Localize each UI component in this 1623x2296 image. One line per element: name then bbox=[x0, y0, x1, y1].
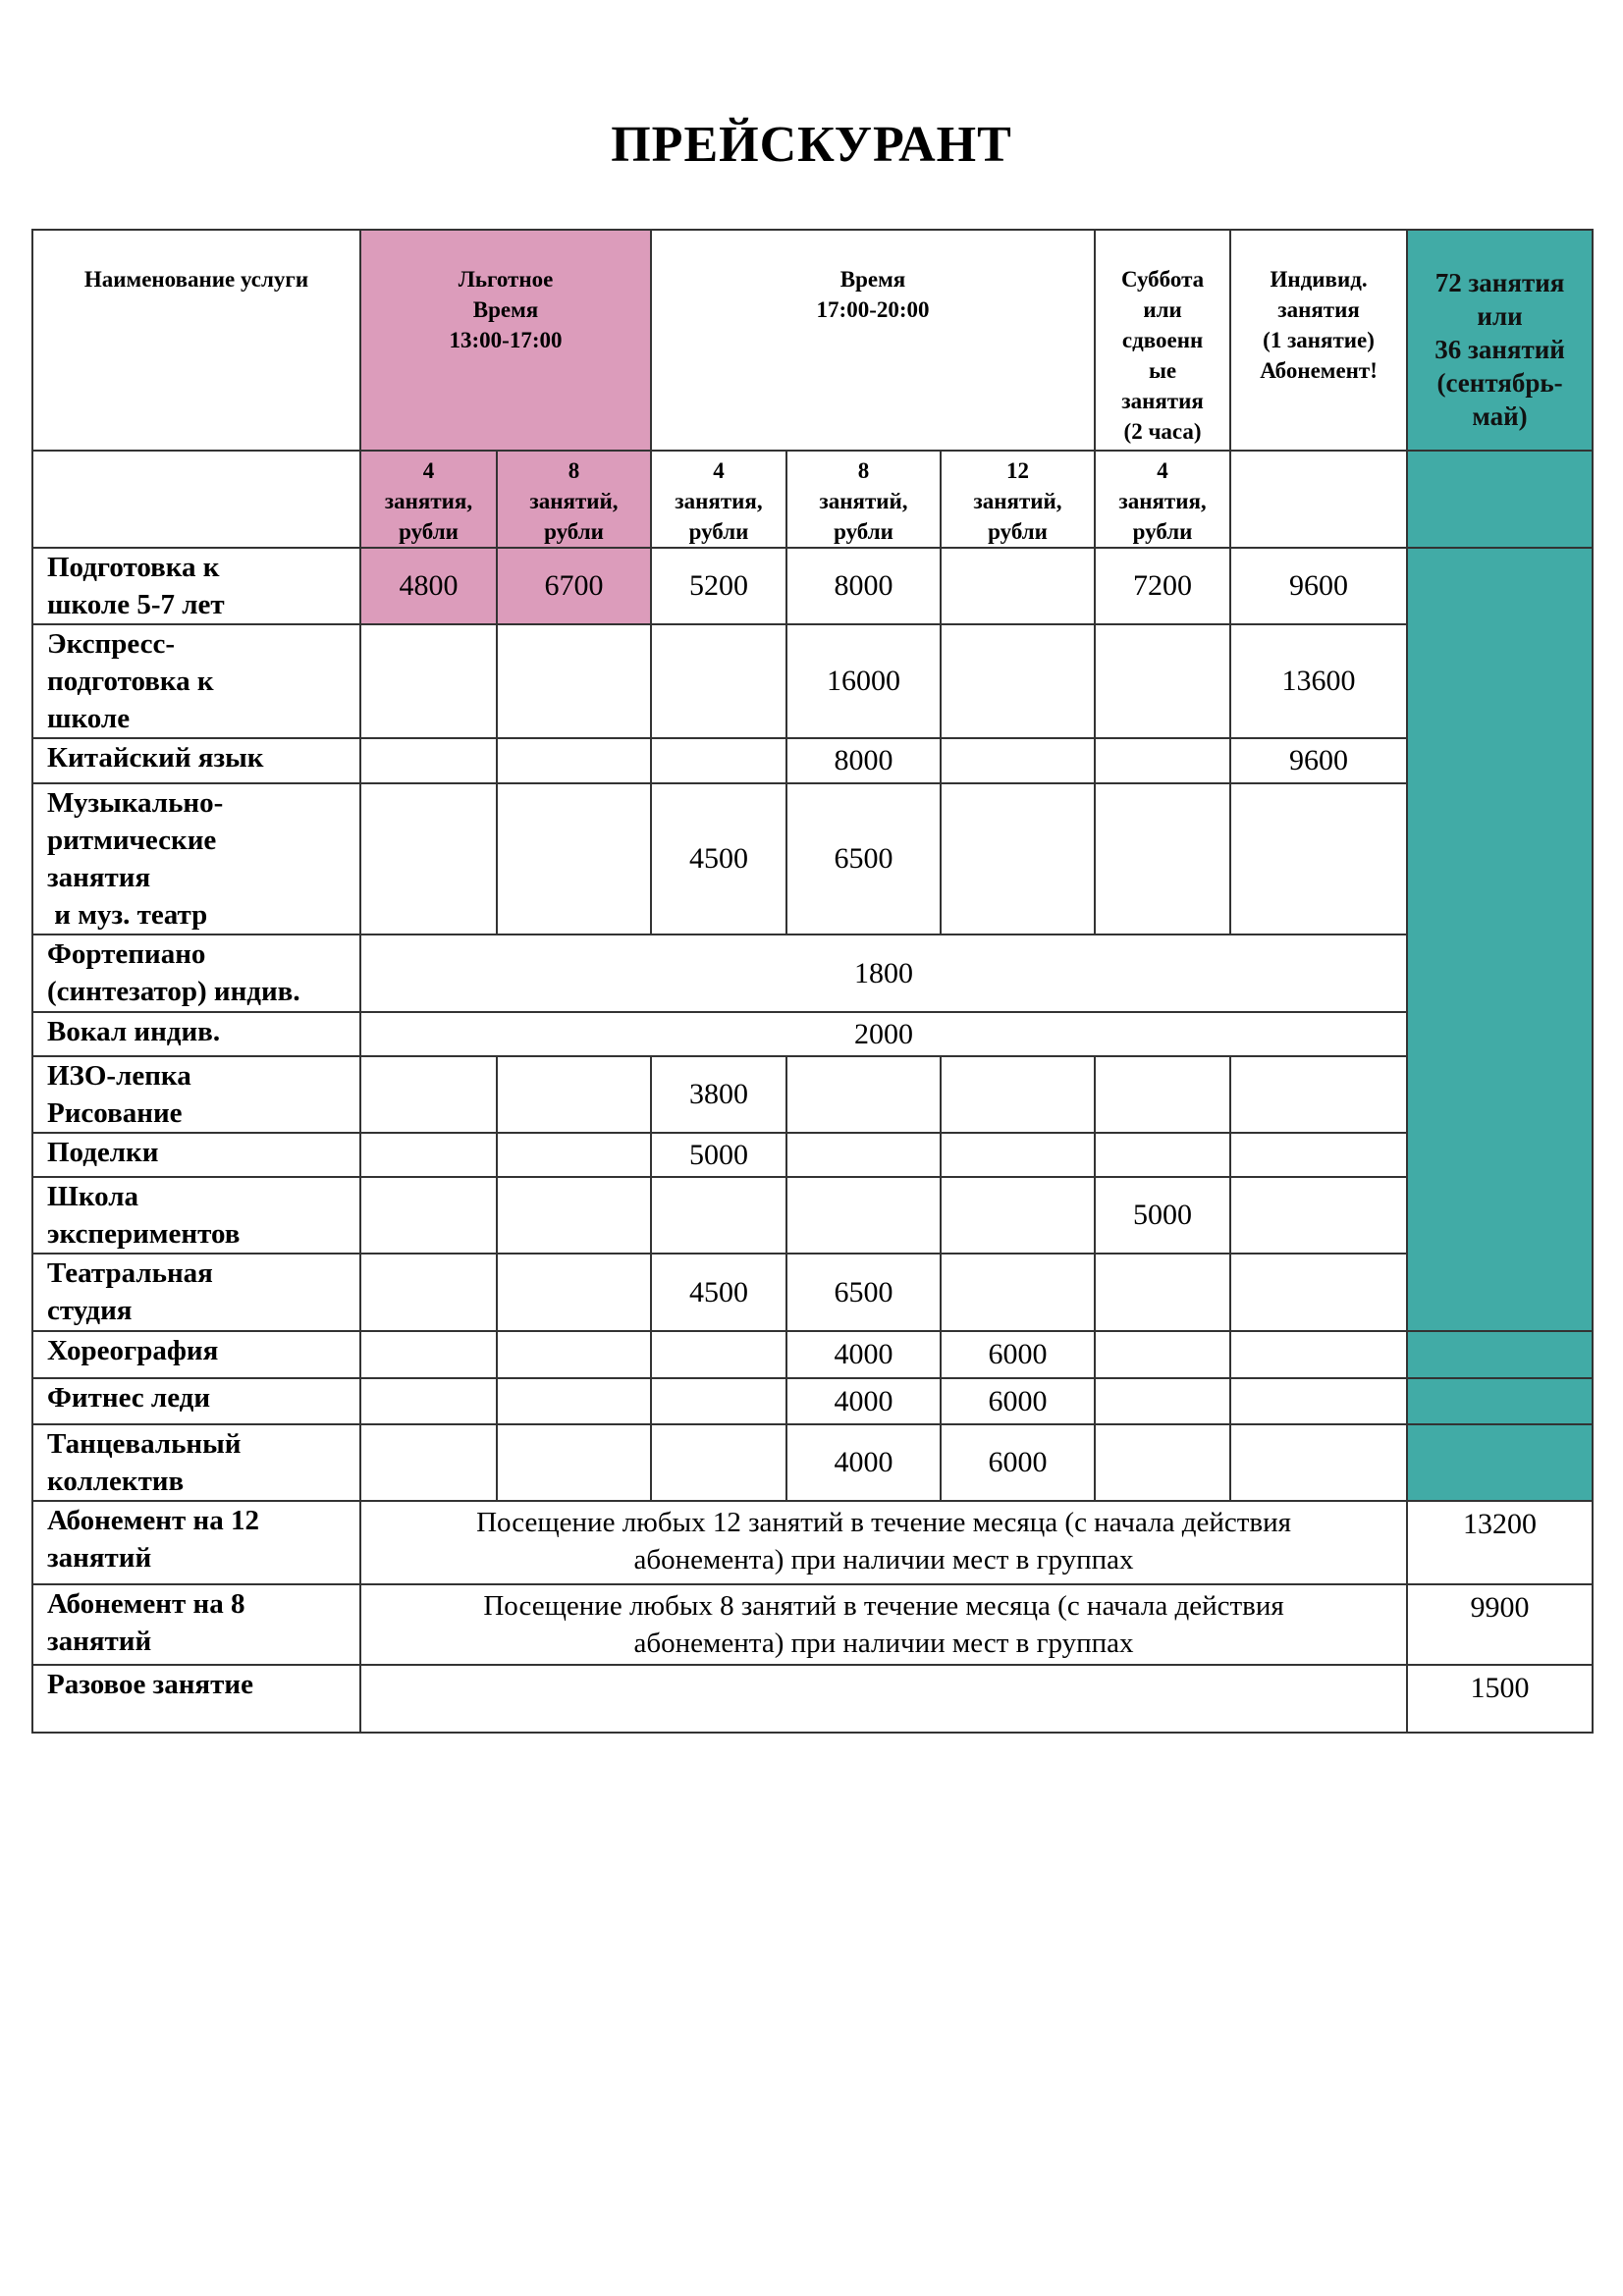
service-name-text: школе bbox=[47, 703, 131, 734]
service-name bbox=[32, 624, 360, 738]
subscription-name-text: Разовое занятие bbox=[47, 1669, 253, 1700]
service-name bbox=[32, 548, 360, 624]
season-column bbox=[1407, 1378, 1593, 1424]
price-cell bbox=[1230, 1378, 1407, 1424]
price-table bbox=[31, 229, 1594, 1734]
header-season-text: или bbox=[1477, 301, 1523, 331]
price-cell bbox=[651, 1331, 786, 1378]
subscription-name-text: Абонемент на 12 bbox=[47, 1505, 259, 1536]
subscription-price-text: 9900 bbox=[1470, 1591, 1530, 1624]
subscription-row bbox=[32, 1665, 1593, 1733]
subheader-1-text: занятий, bbox=[529, 489, 619, 513]
price-cell bbox=[1230, 624, 1407, 738]
service-name-text: Рисование bbox=[47, 1097, 183, 1129]
service-name-text: Подготовка к bbox=[47, 552, 220, 583]
price-cell-text: 5000 bbox=[1133, 1199, 1193, 1231]
price-cell bbox=[497, 1424, 651, 1501]
price-cell bbox=[497, 1133, 651, 1177]
header-saturday-text: или bbox=[1143, 297, 1182, 322]
price-cell bbox=[786, 1424, 941, 1501]
service-name-text: подготовка к bbox=[47, 666, 214, 697]
season-column bbox=[1407, 1331, 1593, 1378]
table-row bbox=[32, 624, 1593, 738]
service-name bbox=[32, 1177, 360, 1254]
header-discount-time bbox=[360, 230, 651, 451]
price-cell bbox=[1230, 1177, 1407, 1254]
price-cell bbox=[1230, 738, 1407, 783]
price-cell bbox=[360, 1254, 497, 1331]
price-cell-text: 13600 bbox=[1281, 665, 1356, 697]
price-cell bbox=[651, 1254, 786, 1331]
subheader-0-text: 4 bbox=[422, 458, 435, 483]
price-cell bbox=[360, 1177, 497, 1254]
service-name-text: Фортепиано bbox=[47, 938, 206, 970]
header-saturday-text: ые bbox=[1148, 358, 1177, 383]
subheader-3-text: рубли bbox=[834, 519, 893, 544]
subscription-price bbox=[1407, 1584, 1593, 1665]
price-cell-text: 6500 bbox=[834, 842, 893, 875]
price-cell bbox=[786, 548, 941, 624]
header-evening-time-text: Время bbox=[839, 267, 906, 292]
price-cell-text: 9600 bbox=[1289, 569, 1349, 602]
price-cell bbox=[497, 1331, 651, 1378]
service-name-text: занятия bbox=[47, 862, 151, 893]
service-name bbox=[32, 1254, 360, 1331]
service-name-text: ИЗО-лепка bbox=[47, 1060, 191, 1092]
price-cell bbox=[360, 1331, 497, 1378]
header-saturday-text: занятия bbox=[1121, 389, 1204, 413]
merged-price bbox=[360, 1012, 1407, 1056]
subscription-description bbox=[360, 1584, 1407, 1665]
price-cell-text: 9600 bbox=[1289, 744, 1349, 776]
price-cell bbox=[497, 548, 651, 624]
header-service-name bbox=[32, 230, 360, 451]
price-cell bbox=[497, 1056, 651, 1133]
price-cell bbox=[1095, 1133, 1230, 1177]
header-saturday bbox=[1095, 230, 1230, 451]
subheader-2-text: 4 bbox=[713, 458, 725, 483]
service-name bbox=[32, 738, 360, 783]
subheader-4-text: занятий, bbox=[973, 489, 1062, 513]
price-cell bbox=[1095, 1424, 1230, 1501]
price-cell bbox=[651, 1424, 786, 1501]
subheader-empty bbox=[32, 451, 360, 548]
subheader-3-text: занятий, bbox=[819, 489, 908, 513]
price-cell-text: 5000 bbox=[689, 1138, 749, 1171]
price-cell bbox=[941, 783, 1095, 934]
service-name bbox=[32, 1133, 360, 1177]
price-cell bbox=[1230, 1133, 1407, 1177]
price-cell-text: 4500 bbox=[689, 842, 749, 875]
subheader-row bbox=[32, 451, 1593, 548]
price-cell bbox=[497, 1254, 651, 1331]
service-name bbox=[32, 1056, 360, 1133]
subscription-row bbox=[32, 1501, 1593, 1584]
header-evening-time-text: 17:00-20:00 bbox=[816, 297, 930, 322]
price-cell bbox=[1095, 1378, 1230, 1424]
subheader-5 bbox=[1095, 451, 1230, 548]
price-cell bbox=[941, 1378, 1095, 1424]
price-cell bbox=[497, 624, 651, 738]
subscription-description bbox=[360, 1501, 1407, 1584]
service-name-text: Китайский язык bbox=[47, 742, 264, 774]
subheader-2-text: рубли bbox=[688, 519, 749, 544]
table-row bbox=[32, 1177, 1593, 1254]
header-individual-text: занятия bbox=[1277, 297, 1360, 322]
price-cell bbox=[1095, 1254, 1230, 1331]
price-cell-text: 6000 bbox=[988, 1338, 1048, 1370]
header-individual-text: Абонемент! bbox=[1260, 358, 1378, 383]
table-row bbox=[32, 934, 1593, 1012]
merged-price-text: 1800 bbox=[854, 956, 914, 989]
price-cell bbox=[786, 624, 941, 738]
subscription-name-text: занятий bbox=[47, 1626, 152, 1657]
table-row bbox=[32, 783, 1593, 934]
price-cell bbox=[786, 1133, 941, 1177]
service-name bbox=[32, 783, 360, 934]
price-cell-text: 4500 bbox=[689, 1275, 749, 1308]
service-name-text: и муз. театр bbox=[47, 899, 208, 931]
service-name-text: Хореография bbox=[47, 1335, 219, 1366]
service-name-text: Школа bbox=[47, 1181, 139, 1212]
subscription-name bbox=[32, 1584, 360, 1665]
table-row bbox=[32, 1331, 1593, 1378]
price-cell bbox=[360, 738, 497, 783]
table-row bbox=[32, 1254, 1593, 1331]
price-cell bbox=[786, 1056, 941, 1133]
price-cell-text: 8000 bbox=[834, 569, 893, 602]
season-column bbox=[1407, 548, 1593, 1331]
header-season-text: 72 занятия bbox=[1434, 268, 1565, 297]
subscription-description-text: абонемента) при наличии мест в группах bbox=[633, 1544, 1134, 1575]
price-cell-text: 3800 bbox=[689, 1078, 749, 1110]
table-row bbox=[32, 1424, 1593, 1501]
subheader-season bbox=[1407, 451, 1593, 548]
price-cell bbox=[497, 1378, 651, 1424]
price-cell bbox=[941, 1177, 1095, 1254]
price-cell bbox=[651, 624, 786, 738]
price-cell bbox=[360, 624, 497, 738]
price-cell bbox=[941, 624, 1095, 738]
subheader-1-text: 8 bbox=[568, 458, 580, 483]
header-service-name-text: Наименование услуги bbox=[83, 267, 309, 292]
header-saturday-text: сдвоенн bbox=[1121, 328, 1204, 352]
price-cell bbox=[651, 548, 786, 624]
table-row bbox=[32, 548, 1593, 624]
service-name bbox=[32, 1424, 360, 1501]
table-row bbox=[32, 1378, 1593, 1424]
subheader-4 bbox=[941, 451, 1095, 548]
price-cell bbox=[941, 738, 1095, 783]
price-cell bbox=[1095, 1056, 1230, 1133]
price-cell-text: 8000 bbox=[834, 744, 893, 776]
price-cell bbox=[1230, 548, 1407, 624]
header-discount-time-text: 13:00-17:00 bbox=[449, 328, 563, 352]
subheader-5-text: занятия, bbox=[1118, 489, 1207, 513]
subscription-name-text: Абонемент на 8 bbox=[47, 1588, 245, 1620]
subheader-2-text: занятия, bbox=[675, 489, 763, 513]
service-name bbox=[32, 1378, 360, 1424]
header-season-text: (сентябрь- bbox=[1436, 368, 1563, 398]
header-saturday-text: (2 часа) bbox=[1123, 419, 1202, 444]
header-season-text: 36 занятий bbox=[1434, 335, 1565, 364]
price-cell bbox=[1095, 783, 1230, 934]
merged-price bbox=[360, 934, 1407, 1012]
header-discount-time-text: Время bbox=[472, 297, 539, 322]
subheader-1-text: рубли bbox=[544, 519, 604, 544]
subscription-description bbox=[360, 1665, 1407, 1733]
service-name-text: Вокал индив. bbox=[47, 1016, 221, 1047]
price-cell bbox=[1230, 1424, 1407, 1501]
price-cell bbox=[1230, 783, 1407, 934]
subheader-0 bbox=[360, 451, 497, 548]
price-cell-text: 4800 bbox=[399, 569, 459, 602]
price-cell bbox=[1230, 1331, 1407, 1378]
price-cell bbox=[941, 1133, 1095, 1177]
subscription-name bbox=[32, 1501, 360, 1584]
price-cell bbox=[497, 738, 651, 783]
price-cell-text: 4000 bbox=[834, 1338, 893, 1370]
subscription-price-text: 13200 bbox=[1463, 1508, 1538, 1540]
service-name bbox=[32, 1331, 360, 1378]
service-name-text: экспериментов bbox=[47, 1218, 241, 1250]
table-row bbox=[32, 1056, 1593, 1133]
header-saturday-text: Суббота bbox=[1120, 267, 1205, 292]
subheader-4-text: 12 bbox=[1006, 458, 1030, 483]
price-cell bbox=[1230, 1056, 1407, 1133]
price-cell bbox=[360, 1424, 497, 1501]
price-cell-text: 4000 bbox=[834, 1446, 893, 1478]
header-individual-text: Индивид. bbox=[1270, 267, 1368, 292]
subscription-row bbox=[32, 1584, 1593, 1665]
price-cell-text: 16000 bbox=[827, 665, 901, 697]
price-cell-text: 5200 bbox=[689, 569, 749, 602]
price-cell bbox=[497, 1177, 651, 1254]
subheader-4-text: рубли bbox=[988, 519, 1048, 544]
price-cell bbox=[360, 1378, 497, 1424]
price-cell-text: 6000 bbox=[988, 1384, 1048, 1417]
subheader-2 bbox=[651, 451, 786, 548]
price-cell bbox=[1095, 1177, 1230, 1254]
price-cell-text: 6500 bbox=[834, 1275, 893, 1308]
price-cell bbox=[786, 738, 941, 783]
price-cell-text: 6700 bbox=[544, 569, 604, 602]
service-name-text: школе 5-7 лет bbox=[47, 589, 225, 620]
price-cell bbox=[941, 1424, 1095, 1501]
price-cell bbox=[786, 1331, 941, 1378]
header-season bbox=[1407, 230, 1593, 451]
subscription-name-text: занятий bbox=[47, 1542, 152, 1574]
subheader-0-text: занятия, bbox=[384, 489, 473, 513]
subheader-3 bbox=[786, 451, 941, 548]
price-cell bbox=[651, 1056, 786, 1133]
table-row bbox=[32, 1012, 1593, 1056]
page-title: ПРЕЙСКУРАНТ bbox=[611, 117, 1012, 173]
price-cell bbox=[1095, 1331, 1230, 1378]
header-evening-time bbox=[651, 230, 1095, 451]
subscription-description-text: Посещение любых 12 занятий в течение месяца (с начала действия bbox=[476, 1507, 1291, 1538]
subheader-individual-empty bbox=[1230, 451, 1407, 548]
price-cell bbox=[786, 783, 941, 934]
price-cell bbox=[651, 1378, 786, 1424]
header-season-text: май) bbox=[1472, 401, 1528, 431]
subscription-price bbox=[1407, 1665, 1593, 1733]
subheader-5-text: 4 bbox=[1157, 458, 1168, 483]
service-name-text: Театральная bbox=[47, 1257, 213, 1289]
service-name-text: Танцевальный bbox=[47, 1428, 242, 1460]
price-cell-text: 4000 bbox=[834, 1384, 893, 1417]
price-cell bbox=[941, 1331, 1095, 1378]
price-cell bbox=[497, 783, 651, 934]
service-name-text: (синтезатор) индив. bbox=[47, 976, 300, 1007]
price-cell bbox=[786, 1177, 941, 1254]
price-cell bbox=[1095, 738, 1230, 783]
price-cell-text: 7200 bbox=[1133, 569, 1193, 602]
price-cell bbox=[786, 1378, 941, 1424]
price-cell bbox=[1095, 548, 1230, 624]
service-name bbox=[32, 934, 360, 1012]
subheader-5-text: рубли bbox=[1132, 519, 1193, 544]
price-cell bbox=[1095, 624, 1230, 738]
price-cell bbox=[651, 783, 786, 934]
price-cell bbox=[941, 1056, 1095, 1133]
price-cell bbox=[651, 1177, 786, 1254]
service-name-text: студия bbox=[47, 1295, 133, 1326]
table-row bbox=[32, 738, 1593, 783]
price-cell bbox=[360, 548, 497, 624]
season-column bbox=[1407, 1424, 1593, 1501]
subscription-price-text: 1500 bbox=[1470, 1672, 1530, 1704]
price-cell-text: 6000 bbox=[988, 1446, 1048, 1478]
subscription-description-text: абонемента) при наличии мест в группах bbox=[633, 1628, 1134, 1659]
subheader-3-text: 8 bbox=[857, 458, 870, 483]
header-row bbox=[32, 230, 1593, 451]
price-cell bbox=[651, 738, 786, 783]
subscription-description-text: Посещение любых 8 занятий в течение месяца (с начала действия bbox=[483, 1590, 1284, 1622]
price-cell bbox=[651, 1133, 786, 1177]
service-name-text: Фитнес леди bbox=[47, 1382, 211, 1414]
subheader-1 bbox=[497, 451, 651, 548]
table-row bbox=[32, 1133, 1593, 1177]
header-individual-text: (1 занятие) bbox=[1263, 328, 1375, 352]
header-discount-time-text: Льготное bbox=[458, 267, 554, 292]
service-name-text: Музыкально- bbox=[47, 787, 224, 819]
service-name-text: Экспресс- bbox=[47, 628, 175, 660]
service-name bbox=[32, 1012, 360, 1056]
price-cell bbox=[360, 1056, 497, 1133]
price-cell bbox=[360, 783, 497, 934]
header-individual bbox=[1230, 230, 1407, 451]
price-cell bbox=[941, 548, 1095, 624]
subheader-0-text: рубли bbox=[399, 519, 459, 544]
subscription-name bbox=[32, 1665, 360, 1733]
service-name-text: Поделки bbox=[47, 1137, 159, 1168]
price-cell bbox=[360, 1133, 497, 1177]
service-name-text: коллектив bbox=[47, 1466, 185, 1497]
merged-price-text: 2000 bbox=[854, 1017, 914, 1050]
subscription-price bbox=[1407, 1501, 1593, 1584]
service-name-text: ритмические bbox=[47, 825, 217, 856]
price-cell bbox=[941, 1254, 1095, 1331]
price-cell bbox=[786, 1254, 941, 1331]
price-cell bbox=[1230, 1254, 1407, 1331]
